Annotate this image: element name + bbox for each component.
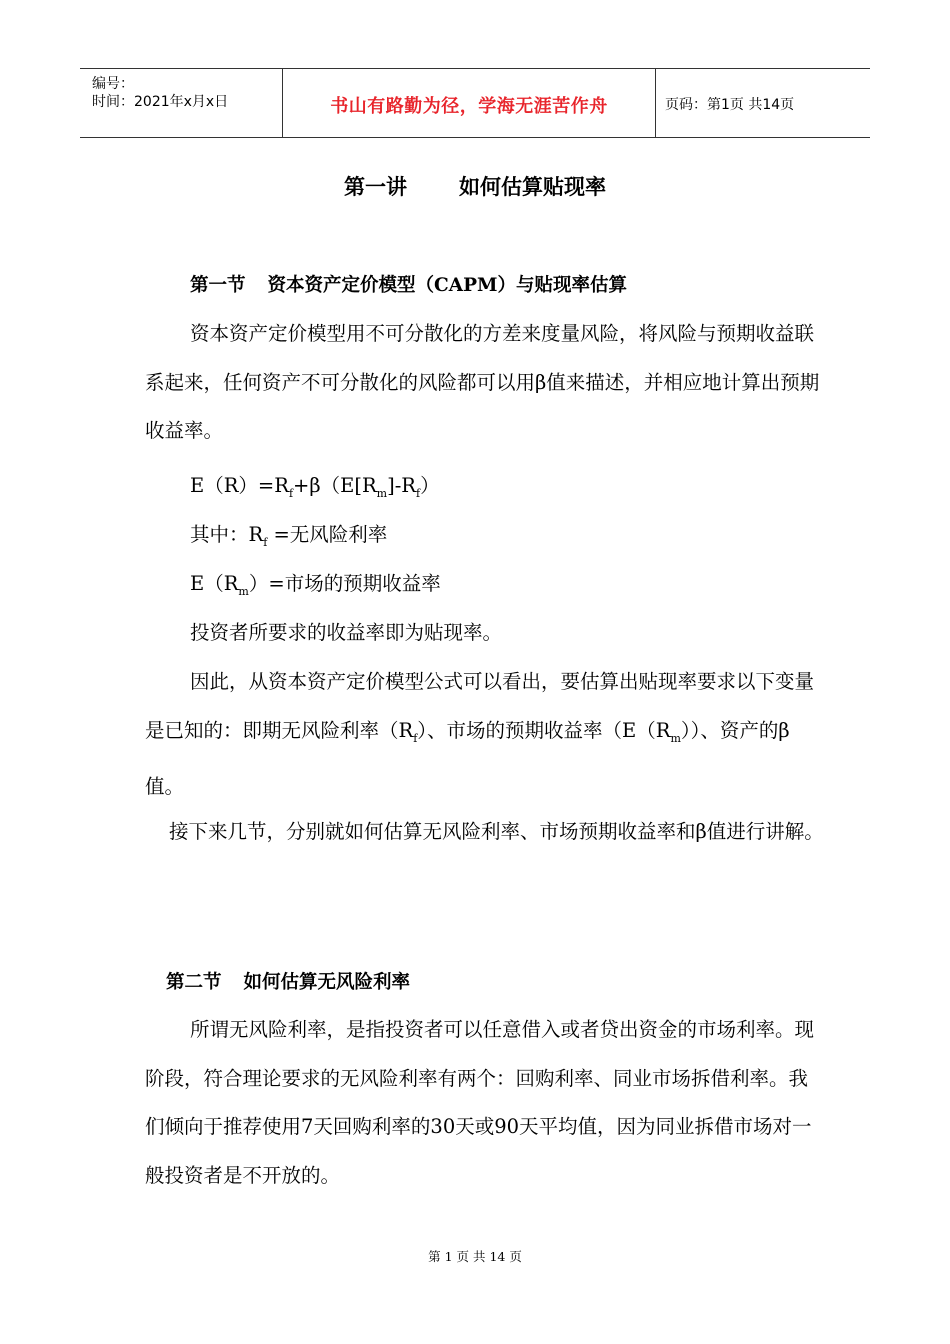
section1-paragraph-1: 资本资产定价模型用不可分散化的方差来度量风险，将风险与预期收益联系起来，任何资产不可分散化的风险都可以用β值来描述，并相应地计算出预期收益率。 bbox=[145, 322, 820, 443]
header-motto-cell bbox=[282, 69, 656, 137]
section1-paragraph-4: 接下来几节，分别就如何估算无风险利率、市场预期收益率和β值进行讲解。 bbox=[169, 820, 824, 843]
rf-definition: 其中：$R_f$ =无风险利率 bbox=[190, 523, 388, 549]
section2-paragraph-1: 所谓无风险利率，是指投资者可以任意借入或者贷出资金的市场利率。现阶段，符合理论要求的无风险利率有两个：回购利率、同业市场拆借利率。我们倾向于推荐使用7天回购利率的30天或90天平均值，因为同业拆借市场对一般投资者是不开放的。 bbox=[145, 1018, 815, 1188]
header-page-info: 页码：第1页 共14页 bbox=[665, 97, 795, 113]
document-header bbox=[80, 68, 870, 138]
lecture-topic: 如何估算贴现率 bbox=[459, 174, 606, 199]
section2-number: 第二节 bbox=[166, 972, 222, 993]
section1-heading bbox=[190, 271, 627, 297]
lecture-number: 第一讲 bbox=[344, 174, 407, 199]
section1-number: 第一节 bbox=[190, 275, 246, 296]
capm-formula: $E(R)=R_f+\beta(E[R_m]-R_f)$ bbox=[190, 474, 440, 500]
section1-title: 资本资产定价模型（CAPM）与贴现率估算 bbox=[267, 275, 627, 296]
section2-heading bbox=[166, 968, 410, 994]
section2-title: 如何估算无风险利率 bbox=[243, 972, 411, 993]
page-footer: 第 1 页 共 14 页 bbox=[428, 1249, 522, 1264]
header-motto: 书山有路勤为径，学海无涯苦作舟 bbox=[330, 96, 608, 117]
section1-paragraph-3: 因此，从资本资产定价模型公式可以看出，要估算出贴现率要求以下变量是已知的：即期无风险利率$(R_f)$、市场的预期收益率$(E(R_m))$、资产的β值。 bbox=[145, 670, 815, 799]
header-date: 时间：2021年x月x日 bbox=[92, 94, 229, 110]
lecture-title bbox=[0, 171, 950, 201]
header-number-label: 编号： bbox=[92, 76, 134, 92]
erm-definition: $E(R_m)=$市场的预期收益率 bbox=[190, 572, 441, 598]
section1-paragraph-2: 投资者所要求的收益率即为贴现率。 bbox=[190, 621, 503, 644]
header-meta-cell bbox=[80, 69, 282, 137]
header-page-cell bbox=[655, 69, 870, 137]
